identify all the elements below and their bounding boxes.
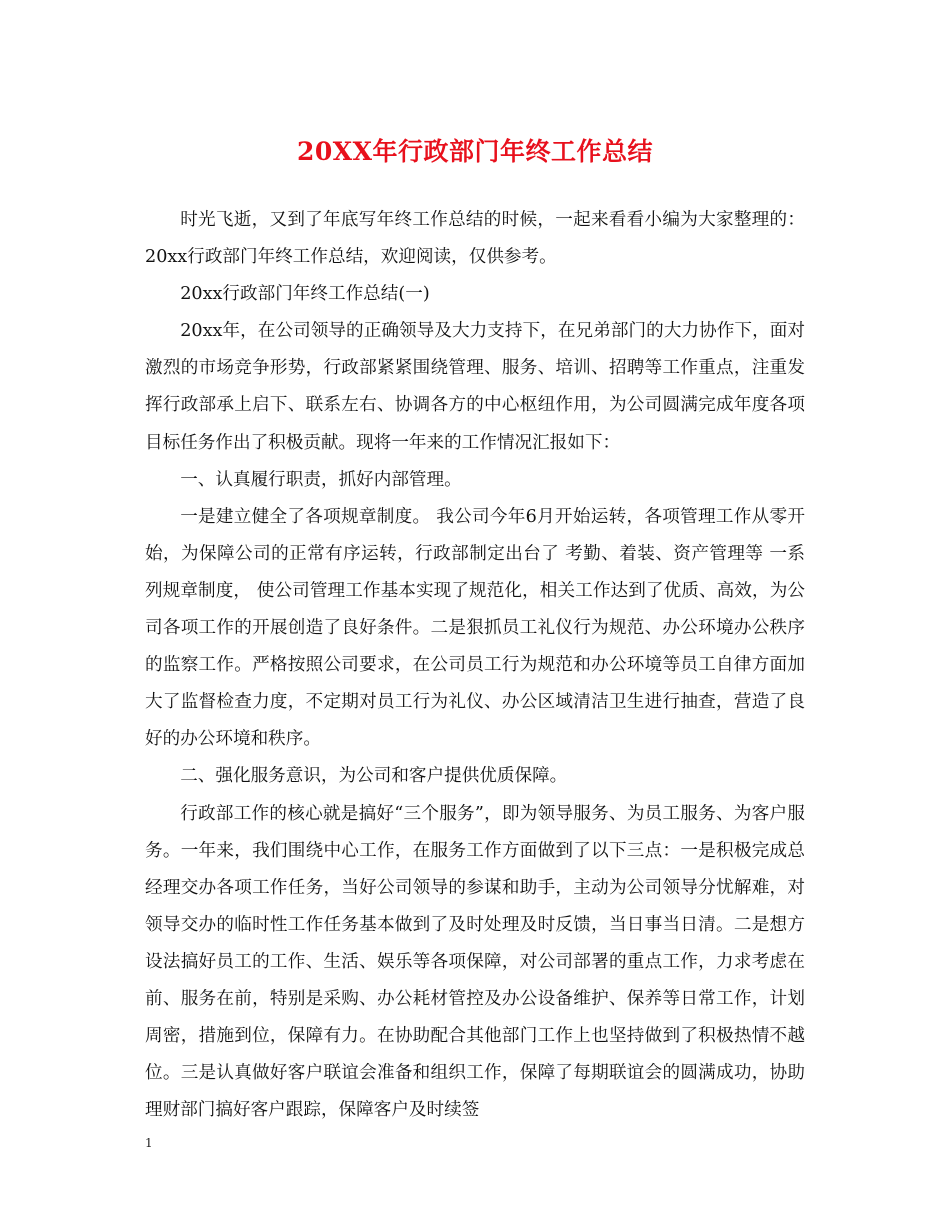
paragraph-heading-1: 一、认真履行职责，抓好内部管理。 bbox=[180, 469, 462, 490]
paragraph-section-heading: 20xx行政部门年终工作总结(一) bbox=[180, 284, 430, 305]
paragraph-overview: 20xx年，在公司领导的正确领导及大力支持下，在兄弟部门的大力协作下，面对激烈的市场竞争形势，行政部紧紧围绕管理、服务、培训、招聘等工作重点，注重发挥行政部承上启下、联系左右、协调各方的中心枢纽作用，为公司圆满完成年度各项目标任务作出了积极贡献。现将一年来的工作情况汇报如下： bbox=[145, 321, 805, 453]
paragraph-service: 行政部工作的核心就是搞好“三个服务”，即为领导服务、为员工服务、为客户服务。一年来，我们围绕中心工作，在服务工作方面做到了以下三点：一是积极完成总经理交办各项工作任务，当好公司领导的参谋和助手，主动为公司领导分忧解难，对领导交办的临时性工作任务基本做到了及时处理及时反馈，当日事当日清。二是想方设法搞好员工的工作、生活、娱乐等各项保障，对公司部署的重点工作，力求考虑在前、服务在前，特别是采购、办公耗材管控及办公设备维护、保养等日常工作，计划周密，措施到位，保障有力。在协助配合其他部门工作上也坚持做到了积极热情不越位。三是认真做好客户联谊会准备和组织工作，保障了每期联谊会的圆满成功，协助理财部门搞好客户跟踪，保障客户及时续签 bbox=[145, 803, 805, 1121]
paragraph-heading-2: 二、强化服务意识，为公司和客户提供优质保障。 bbox=[180, 766, 568, 787]
document-title: 20XX年行政部门年终工作总结 bbox=[296, 137, 654, 166]
paragraph-intro: 时光飞逝，又到了年底写年终工作总结的时候，一起来看看小编为大家整理的：20xx行政部门年终工作总结，欢迎阅读，仅供参考。 bbox=[145, 210, 805, 268]
document-body bbox=[145, 202, 805, 1129]
page-number: 1 bbox=[145, 1136, 153, 1150]
paragraph-management: 一是建立健全了各项规章制度。 我公司今年6月开始运转，各项管理工作从零开始，为保障公司的正常有序运转，行政部制定出台了 考勤、着装、资产管理等 一系列规章制度， 使公司管理工作基本实现了规范化，相关工作达到了优质、高效，为公司各项工作的开展创造了良好条件。二是狠抓员工礼仪行为规范、办公环境办公秩序的监察工作。严格按照公司要求，在公司员工行为规范和办公环境等员工自律方面加大了监督检查力度，不定期对员工行为礼仪、办公区域清洁卫生进行抽查，营造了良好的办公环境和秩序。 bbox=[145, 506, 805, 750]
